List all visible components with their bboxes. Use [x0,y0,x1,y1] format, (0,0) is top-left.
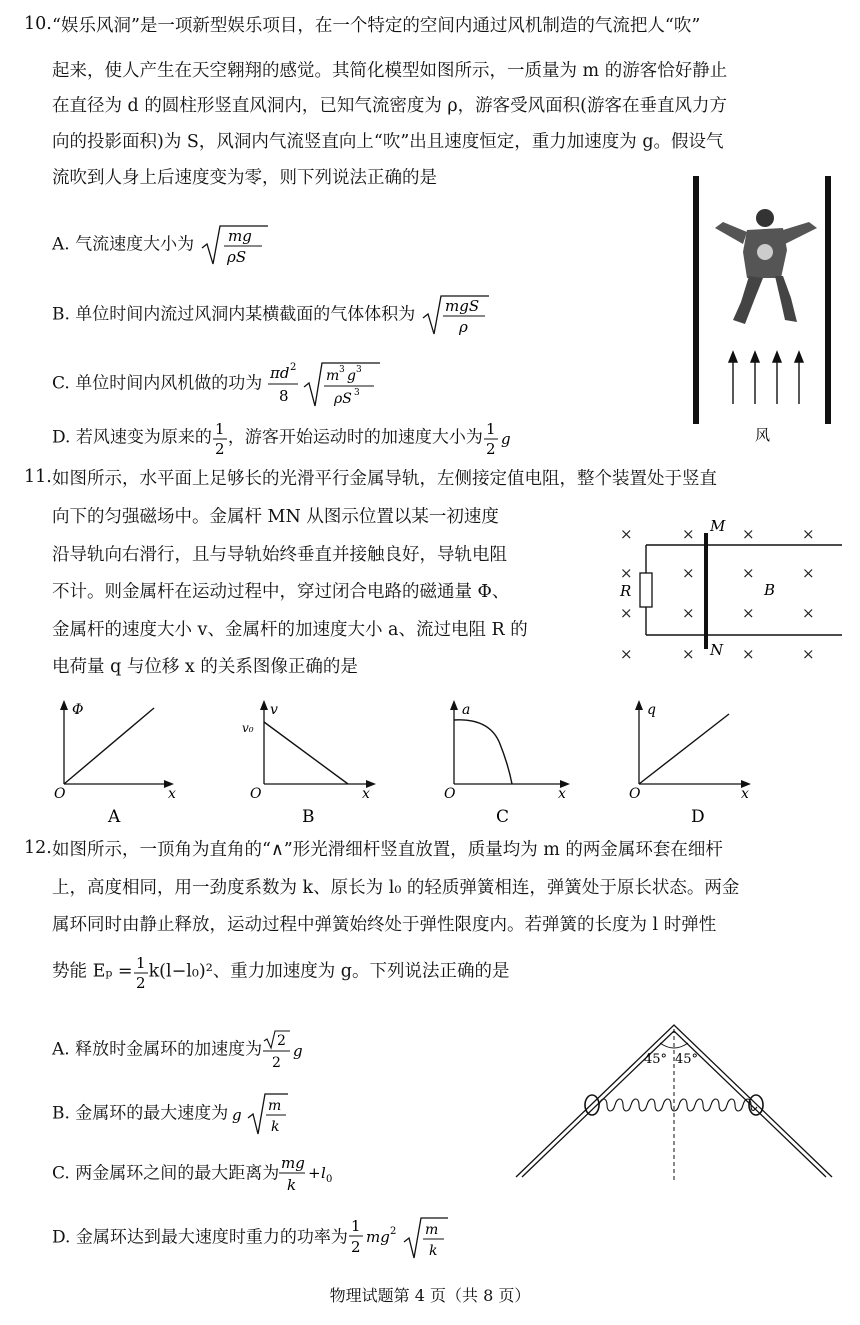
svg-text:×: × [802,604,815,622]
q10-line-4: 向的投影面积)为 S，风洞内气流竖直向上“吹”出且速度恒定，重力加速度为 g。假设气 [52,132,724,152]
svg-text:×: × [682,525,695,543]
svg-text:×: × [620,604,633,622]
q12-option-c [52,1152,339,1196]
graph-a-xlabel: x [168,786,176,802]
svg-text:mg: mg [365,1228,390,1246]
sqrt-mg-over-rhoS [200,222,270,268]
graph-c [440,698,580,828]
svg-text:×: × [742,525,755,543]
q10-option-b-label: B. 单位时间内流过风洞内某横截面的气体体积为 [52,304,416,325]
q10-option-b [52,292,491,338]
q12-line-2: 上，高度相同，用一劲度系数为 k、原长为 l₀ 的轻质弹簧相连，弹簧处于原长状态。两金 [52,878,740,898]
svg-text:×: × [802,525,815,543]
svg-text:2: 2 [272,1055,282,1071]
svg-text:m: m [325,368,339,384]
q12-number: 12. [24,838,52,858]
svg-text:g: g [500,430,511,448]
angle-right: 45° [675,1052,699,1067]
q12-option-a [52,1028,308,1072]
q10-line-5: 流吹到人身上后速度变为零，则下列说法正确的是 [52,168,437,188]
svg-text:2: 2 [135,974,146,992]
q11-line-6: 电荷量 q 与位移 x 的关系图像正确的是 [52,657,358,677]
angle-left: 45° [644,1052,668,1067]
svg-text:mgS: mgS [444,297,479,315]
graph-b [240,698,385,828]
svg-text:×: × [742,564,755,582]
q12-option-b [52,1090,294,1138]
graph-b-ylabel: v [270,702,278,718]
svg-text:3: 3 [355,365,362,375]
fraction-one-half [212,418,228,458]
svg-text:g: g [293,1042,303,1060]
graph-a-letter: A [108,807,121,827]
svg-text:×: × [682,645,695,663]
svg-text:×: × [742,645,755,663]
q10-option-d-label-1: D. 若风速变为原来的 [52,427,212,448]
formula-g-sqrt-m-over-k [228,1090,294,1138]
q10-option-d-label-2: ，游客开始运动时的加速度大小为 [227,427,483,448]
q11-line-2: 向下的匀强磁场中。金属杆 MN 从图示位置以某一初速度 [52,507,499,527]
svg-text:k: k [287,1176,297,1194]
graph-c-ylabel: a [462,702,471,718]
svg-text:l: l [321,1164,327,1182]
q11-number: 11. [24,467,52,487]
graph-a-ylabel: Φ [72,702,84,718]
q10-line-2: 起来，使人产生在天空翱翔的感觉。其简化模型如图所示，一质量为 m 的游客恰好静止 [52,61,728,81]
svg-text:1: 1 [350,1217,361,1235]
wind-label: 风 [755,426,771,444]
q12-line-4-part-1: 势能 Eₚ = [52,961,133,982]
formula-sqrt2-over-2-g [262,1028,308,1072]
graph-b-xlabel: x [362,786,370,802]
svg-text:mg: mg [281,1154,306,1172]
svg-text:mg: mg [227,227,252,245]
graph-a [50,698,185,828]
q10-option-c [52,358,383,410]
svg-text:3: 3 [353,388,360,398]
svg-text:×: × [682,604,695,622]
svg-text:2: 2 [277,1033,287,1049]
graph-d-ylabel: q [647,702,656,718]
svg-text:×: × [620,525,633,543]
q12-option-d-label: D. 金属环达到最大速度时重力的功率为 [52,1227,348,1248]
svg-text:k: k [428,1243,438,1259]
q12-option-d [52,1214,458,1262]
graph-a-origin: O [54,786,66,802]
resistor-label: R [620,582,632,600]
graph-c-xlabel: x [558,786,566,802]
graph-b-y0: v₀ [242,721,254,735]
tunnel-right-wall [825,176,831,424]
circuit-figure [612,515,847,665]
formula-half-mg2-sqrt-m-over-k [348,1214,458,1262]
svg-text:ρS: ρS [333,391,352,407]
wind-arrows [729,352,803,404]
graph-d [625,698,760,828]
fraction-one-half-ep [133,952,149,992]
wind-tunnel-figure [685,170,845,450]
svg-text:m: m [268,1098,282,1114]
svg-text:×: × [802,645,815,663]
graph-d-xlabel: x [741,786,749,802]
q10-line-3: 在直径为 d 的圆柱形竖直风洞内，已知气流密度为 ρ，游客受风面积(游客在垂直风力方 [52,96,728,116]
svg-text:×: × [620,645,633,663]
svg-text:+: + [308,1164,321,1182]
q10-option-a [52,222,270,268]
svg-text:2: 2 [350,1238,361,1256]
graph-b-letter: B [302,807,315,827]
q12-option-c-label: C. 两金属环之间的最大距离为 [52,1163,280,1184]
tourist-silhouette [715,209,817,324]
q12-line-4-part-2: k(l−l₀)²、重力加速度为 g。下列说法正确的是 [148,961,510,982]
rod-spring-figure [510,1015,840,1190]
svg-text:×: × [802,564,815,582]
svg-text:3: 3 [338,365,345,375]
svg-text:0: 0 [326,1174,333,1185]
svg-text:×: × [620,564,633,582]
q12-option-b-label: B. 金属环的最大速度为 [52,1103,229,1124]
page-footer: 物理试题第 4 页（共 8 页） [329,1286,531,1305]
graph-b-origin: O [250,786,262,802]
q11-line-5: 金属杆的速度大小 v、金属杆的加速度大小 a、流过电阻 R 的 [52,620,528,640]
svg-text:8: 8 [278,387,289,405]
q12-option-a-label: A. 释放时金属环的加速度为 [52,1039,263,1060]
q11-line-1: 如图所示，水平面上足够长的光滑平行金属导轨，左侧接定值电阻，整个装置处于竖直 [52,469,717,489]
svg-text:1: 1 [214,420,225,438]
q10-option-d [52,418,513,458]
svg-text:×: × [682,564,695,582]
svg-text:g: g [232,1106,242,1124]
graph-d-origin: O [629,786,641,802]
formula-mg-over-k-plus-l0 [279,1152,339,1196]
svg-text:1: 1 [135,954,146,972]
q10-line-1: “娱乐风洞”是一项新型娱乐项目，在一个特定的空间内通过风机制造的气流把人“吹” [52,16,701,36]
spring [599,1099,757,1111]
svg-text:2: 2 [214,440,225,458]
field-label-B: B [764,581,776,599]
rod-label-N: N [710,641,724,659]
q11-line-4: 不计。则金属杆在运动过程中，穿过闭合电路的磁通量 Φ、 [52,582,510,602]
svg-text:2: 2 [389,1226,397,1237]
formula-pi-d2-over-8-sqrt [268,358,383,410]
q12-line-1: 如图所示，一顶角为直角的“∧”形光滑细杆竖直放置，质量均为 m 的两金属环套在细杆 [52,840,723,860]
svg-text:m: m [424,1222,439,1238]
svg-text:2: 2 [289,362,296,373]
graph-d-letter: D [691,807,705,827]
q10-option-c-label: C. 单位时间内风机做的功为 [52,373,263,394]
svg-text:k: k [271,1119,280,1135]
graph-c-origin: O [444,786,456,802]
svg-text:1: 1 [485,420,496,438]
tunnel-left-wall [693,176,699,424]
q12-line-3: 属环同时由静止释放，运动过程中弹簧始终处于弹性限度内。若弹簧的长度为 l 时弹性 [52,915,717,935]
svg-text:ρ: ρ [458,318,468,336]
resistor [640,573,652,607]
q11-line-3: 沿导轨向右滑行，且与导轨始终垂直并接触良好，导轨电阻 [52,545,507,565]
q10-option-a-label: A. 气流速度大小为 [52,234,195,255]
svg-text:×: × [742,604,755,622]
graph-c-letter: C [496,807,510,827]
rod-label-M: M [710,517,726,535]
svg-text:g: g [346,368,356,384]
svg-text:2: 2 [485,440,496,458]
svg-text:πd: πd [269,364,290,382]
q12-line-4 [52,952,509,992]
q10-number: 10. [24,14,52,34]
metal-rod-MN [704,533,708,649]
fraction-half-g [483,418,513,458]
sqrt-mgS-over-rho [421,292,491,338]
svg-text:ρS: ρS [226,248,246,266]
